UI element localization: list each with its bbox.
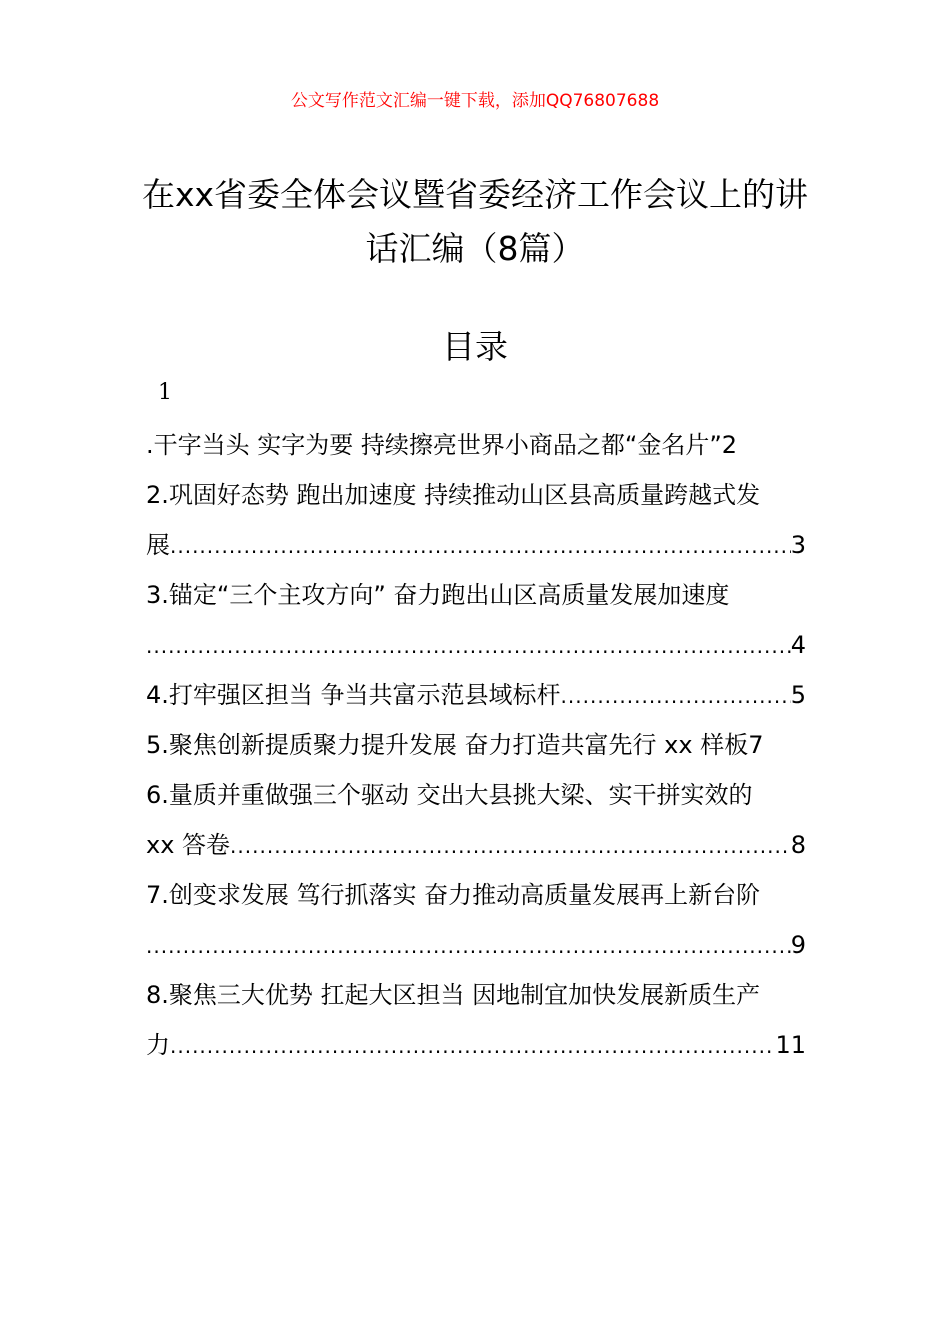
toc-leader-dots <box>170 1021 775 1070</box>
toc-entry-7[interactable] <box>146 870 806 920</box>
toc-entry-2[interactable] <box>146 470 806 520</box>
toc-entry-8-cont[interactable] <box>146 1020 806 1070</box>
toc-entry-2-cont[interactable] <box>146 520 806 570</box>
document-title: 在xx省委全体会议暨省委经济工作会议上的讲话汇编（8篇） <box>141 175 809 268</box>
toc-entry-5[interactable] <box>146 720 806 770</box>
toc-entry-8[interactable] <box>146 970 806 1020</box>
toc-entry-text: 2.巩固好态势 跑出加速度 持续推动山区县高质量跨越式发 <box>146 481 761 509</box>
toc-heading: 目录 <box>442 327 508 366</box>
toc-leader-dots <box>146 921 791 970</box>
table-of-contents <box>146 420 806 1070</box>
toc-entry-text: 力 <box>146 1031 170 1059</box>
toc-entry-page: 7 <box>748 731 764 759</box>
toc-entry-text: .干字当头 实字为要 持续擦亮世界小商品之都“金名片” <box>146 431 722 459</box>
toc-entry-page: 2 <box>721 431 738 459</box>
toc-entry-page: 3 <box>790 531 806 559</box>
toc-entry-1[interactable] <box>146 420 806 470</box>
toc-entry-text: 6.量质并重做强三个驱动 交出大县挑大梁、实干拼实效的 <box>146 781 753 809</box>
toc-entry-page: 9 <box>790 931 806 959</box>
toc-entry-page: 11 <box>775 1031 806 1059</box>
toc-leader-dots <box>230 821 791 870</box>
toc-entry-text: 7.创变求发展 笃行抓落实 奋力推动高质量发展再上新台阶 <box>146 881 761 909</box>
toc-entry-3[interactable] <box>146 570 806 620</box>
toc-entry-6[interactable] <box>146 770 806 820</box>
toc-entry-page: 4 <box>790 631 806 659</box>
toc-entry-text: 8.聚焦三大优势 扛起大区担当 因地制宜加快发展新质生产 <box>146 981 761 1009</box>
toc-entry-text: 4.打牢强区担当 争当共富示范县域标杆 <box>146 681 561 709</box>
toc-first-number: 1 <box>158 380 172 405</box>
header-note: 公文写作范文汇编一键下载，添加QQ76807688 <box>290 91 660 111</box>
toc-leader-dots <box>170 521 791 570</box>
toc-entry-7-cont[interactable] <box>146 920 806 970</box>
toc-entry-text: 3.锚定“三个主攻方向” 奋力跑出山区高质量发展加速度 <box>146 581 730 609</box>
toc-entry-page: 8 <box>790 831 806 859</box>
toc-leader-dots <box>561 671 791 720</box>
toc-entry-text: 展 <box>146 531 170 559</box>
toc-entry-6-cont[interactable] <box>146 820 806 870</box>
toc-entry-4[interactable] <box>146 670 806 720</box>
toc-entry-3-cont[interactable] <box>146 620 806 670</box>
toc-leader-dots <box>146 621 791 670</box>
toc-entry-page: 5 <box>790 681 806 709</box>
toc-entry-text: xx 答卷 <box>146 831 231 859</box>
toc-entry-text: 5.聚焦创新提质聚力提升发展 奋力打造共富先行 xx 样板 <box>146 731 749 759</box>
